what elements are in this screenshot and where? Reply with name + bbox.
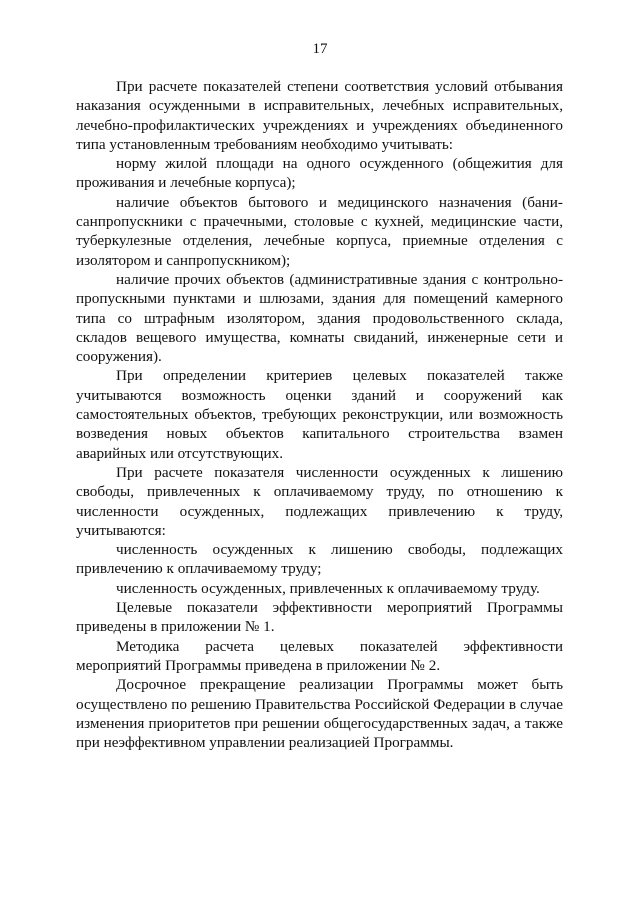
paragraph-appendix-1: Целевые показатели эффективности мероприятий Программы приведены в приложении № 1.: [76, 599, 563, 636]
paragraph-convicts-subject-to-labor: численность осужденных к лишению свободы, подлежащих привлечению к оплачиваемому труду;: [76, 541, 563, 578]
paragraph-other-objects: наличие прочих объектов (административные здания с контрольно-пропускными пунктами и шлюзами, здания для помещений камерного типа со штрафным изолятором, здания продовольственного склада, складов вещевого имущества, комнаты свиданий, инженерные сети и сооружения).: [76, 270, 563, 366]
paragraph-appendix-2: Методика расчета целевых показателей эффективности мероприятий Программы приведена в приложении № 2.: [76, 637, 563, 674]
paragraph-early-termination: Досрочное прекращение реализации Программы может быть осуществлено по решению Правительства Российской Федерации в случае изменения приоритетов при решении общегосударственных задач, а также при неэффективном управлении реализацией Программы.: [76, 676, 563, 752]
document-body: [76, 77, 563, 752]
paragraph-criteria-definition: При определении критериев целевых показателей также учитываются возможность оценки зданий и сооружений как самостоятельных объектов, требующих реконструкции, или возможность возведения новых объектов капитального строительства взамен аварийных или отсутствующих.: [76, 367, 563, 462]
paragraph-calculation-conditions: При расчете показателей степени соответствия условий отбывания наказания осужденными в исправительных, лечебных исправительных, лечебно-профилактических учреждениях и учреждениях объединенного типа установленным требованиям необходимо учитывать:: [76, 78, 563, 153]
paragraph-living-space-norm: норму жилой площади на одного осужденного (общежития для проживания и лечебные корпуса);: [76, 155, 563, 192]
paragraph-labor-calculation: При расчете показателя численности осужденных к лишению свободы, привлеченных к оплачиваемому труду, по отношению к численности осужденных, подлежащих привлечению к труду, учитываются:: [76, 463, 563, 539]
paragraph-convicts-employed: численность осужденных, привлеченных к оплачиваемому труду.: [116, 579, 540, 597]
paragraph-household-medical-objects: наличие объектов бытового и медицинского назначения (бани-санпропускники с прачечными, столовые с кухней, медицинские части, туберкулезные отделения, лечебные корпуса, приемные отделения с изолятором и санпропускником);: [76, 193, 563, 269]
page-number: 17: [312, 41, 328, 57]
